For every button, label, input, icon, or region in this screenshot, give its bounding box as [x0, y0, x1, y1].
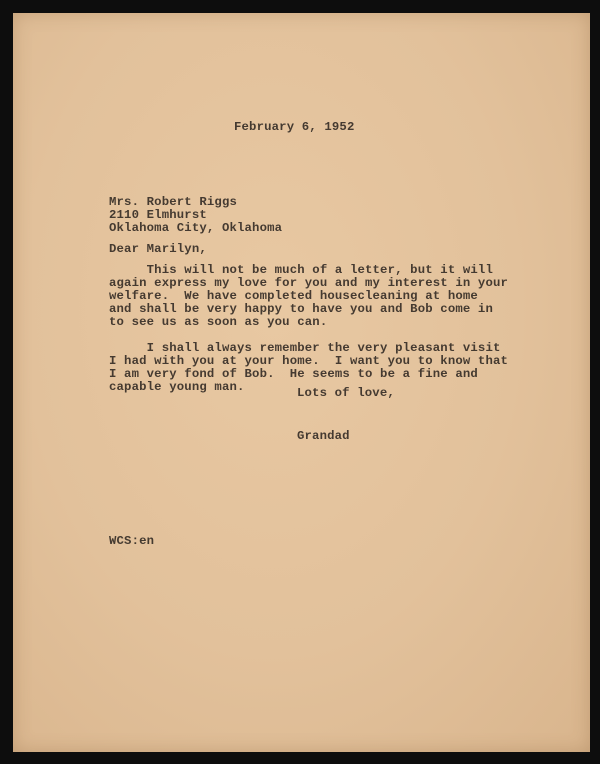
letter-date: February 6, 1952	[234, 120, 355, 134]
salutation: Dear Marilyn,	[109, 242, 207, 256]
paragraph-line: and shall be very happy to have you and Bob come in	[109, 302, 493, 316]
letter-page	[13, 13, 590, 752]
paragraph-line: capable young man.	[109, 380, 245, 394]
paragraph-line: again express my love for you and my interest in your	[109, 276, 509, 290]
recipient-street: 2110 Elmhurst	[109, 208, 207, 222]
body-paragraph-1	[109, 264, 508, 329]
recipient-name: Mrs. Robert Riggs	[109, 195, 237, 209]
typist-initials: WCS:en	[109, 534, 155, 548]
recipient-city: Oklahoma City, Oklahoma	[109, 221, 283, 235]
paragraph-line: I shall always remember the very pleasant visit	[109, 341, 501, 355]
recipient-address	[109, 196, 282, 235]
paragraph-line: I had with you at your home. I want you to know that	[109, 354, 509, 368]
paragraph-line: This will not be much of a letter, but it will	[109, 263, 493, 277]
paragraph-line: welfare. We have completed housecleaning at home	[109, 289, 478, 303]
paragraph-line: to see us as soon as you can.	[109, 315, 328, 329]
closing: Lots of love,	[297, 386, 395, 400]
paragraph-line: I am very fond of Bob. He seems to be a fine and	[109, 367, 478, 381]
signature: Grandad	[297, 429, 350, 443]
